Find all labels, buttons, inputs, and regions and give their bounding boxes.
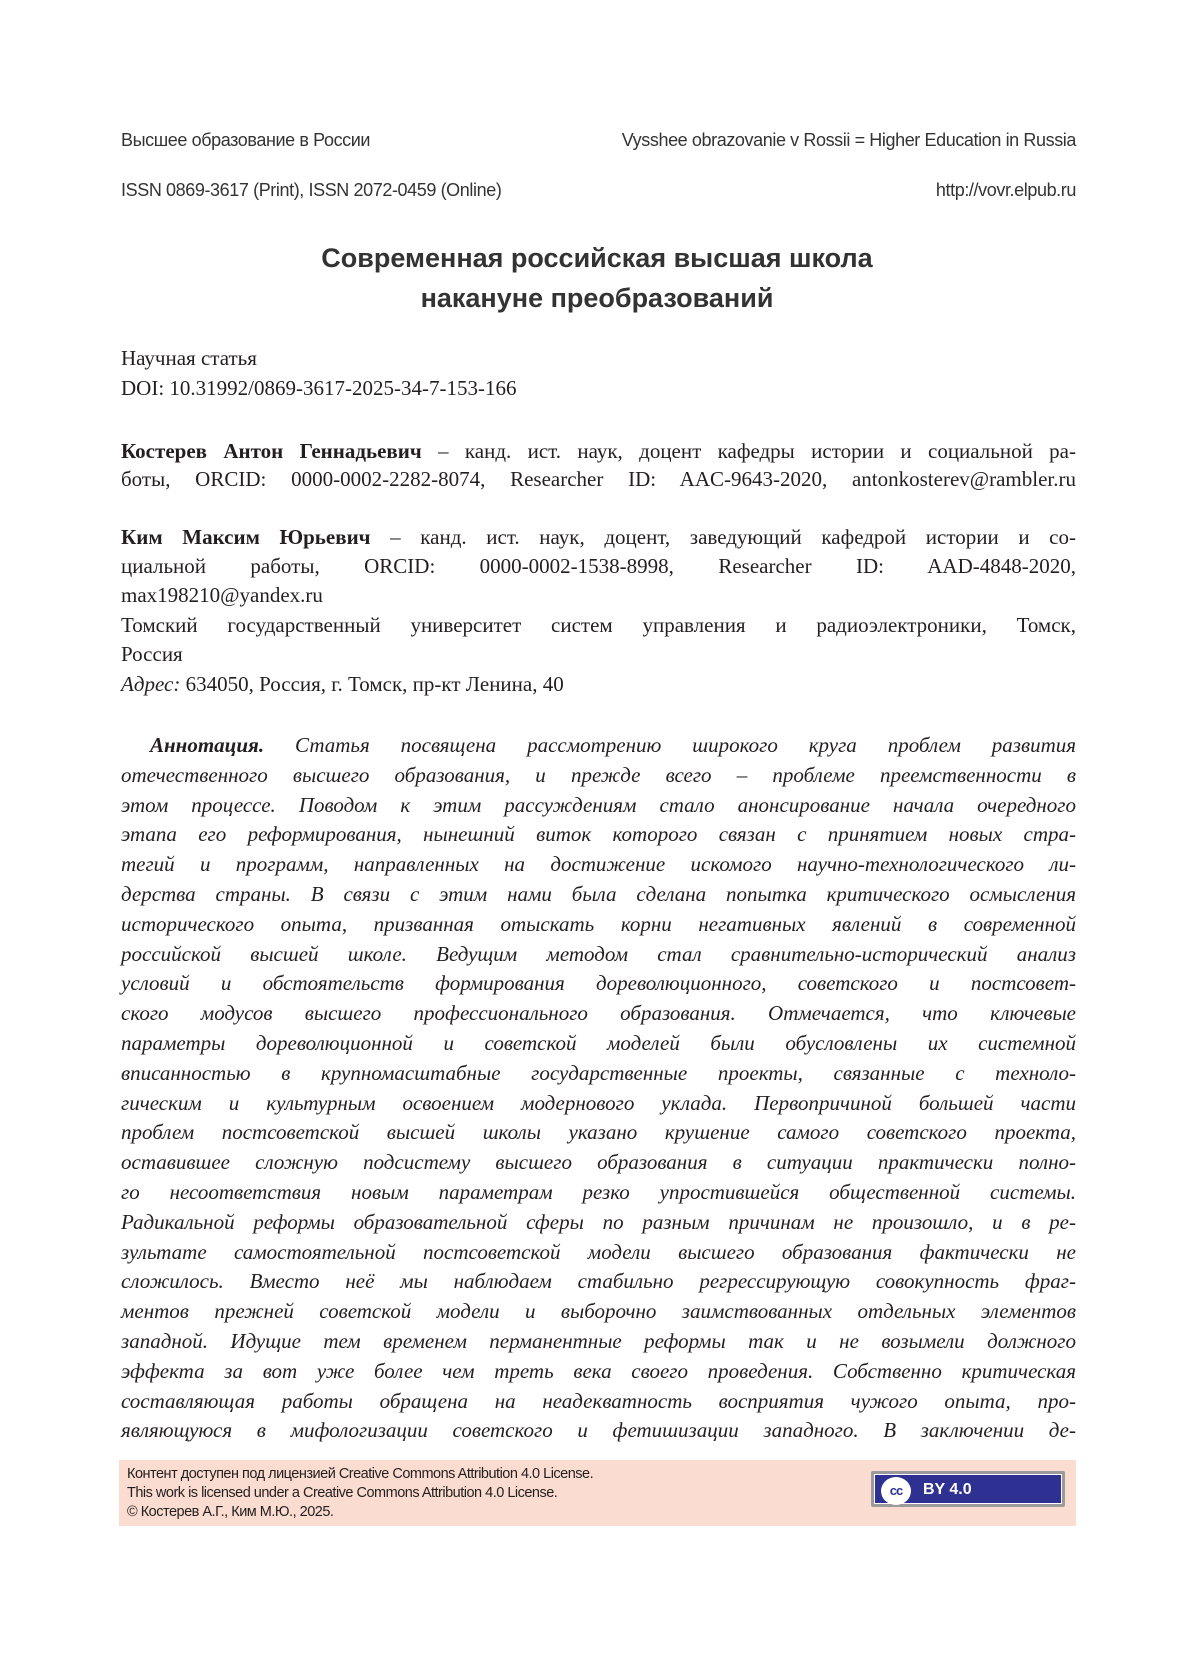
abstract-line: исторического опыта, призванная отыскать корни негативных явлений в современной	[121, 911, 1076, 936]
affiliation: Россия	[121, 642, 183, 666]
address-value: 634050, Россия, г. Томск, пр-кт Ленина, 40	[180, 672, 564, 696]
abstract-line: ского модусов высшего профессионального образования. Отмечается, что ключевые	[121, 1001, 1076, 1026]
cc-by-badge[interactable]	[871, 1471, 1065, 1507]
cc-icon: cc	[881, 1477, 911, 1505]
author-line	[121, 437, 1076, 466]
abstract-line: являющуюся в мифологизации советского и фетишизации западного. В заключении де-	[121, 1418, 1076, 1443]
abstract-line: сложилось. Вместо неё мы наблюдаем стабильно регрессирующую совокупность фраг-	[121, 1269, 1076, 1294]
abstract-line: этапа его реформирования, нынешний виток которого связан с принятием новых стра-	[121, 822, 1076, 847]
abstract-line: параметры дореволюционной и советской моделей были обусловлены их системной	[121, 1031, 1076, 1055]
abstract-line: отечественного высшего образования, и прежде всего – проблеме преемственности в	[121, 762, 1076, 787]
journal-title-ru: Высшее образование в России	[121, 130, 371, 150]
author-name: Ким Максим Юрьевич	[121, 525, 371, 549]
abstract-text: Статья посвящена рассмотрению широкого круга проблем развития	[295, 733, 1076, 757]
author-info: – канд. ист. наук, доцент, заведующий кафедрой истории и со-	[370, 525, 1076, 549]
author-name: Костерев Антон Геннадьевич	[121, 439, 422, 463]
abstract-line: эффекта за вот уже более чем треть века своего проведения. Собственно критическая	[121, 1358, 1076, 1383]
copyright: © Костерев А.Г., Ким М.Ю., 2025.	[127, 1504, 334, 1520]
issn: ISSN 0869-3617 (Print), ISSN 2072-0459 (Online)	[121, 180, 502, 200]
abstract-line: вписанностью в крупномасштабные государственные проекты, связанные с техноло-	[121, 1060, 1076, 1085]
affiliation: Томский государственный университет систем управления и радиоэлектроники, Томск,	[121, 613, 1076, 637]
address	[121, 670, 1076, 699]
author-line	[121, 523, 1076, 552]
badge-label: BY 4.0	[923, 1481, 972, 1498]
abstract-line: этом процессе. Поводом к этим рассуждениям стало анонсирование начала очередного	[121, 792, 1076, 817]
abstract-line	[150, 731, 1076, 760]
journal-url[interactable]: http://vovr.elpub.ru	[935, 180, 1076, 200]
author-info: боты, ORCID: 0000-0002-2282-8074, Researcher ID: AAC-9643-2020, antonkosterev@rambler.ru	[121, 467, 1076, 491]
title-line: накануне преобразований	[420, 283, 774, 313]
author-info: циальной работы, ORCID: 0000-0002-1538-8998, Researcher ID: AAD-4848-2020,	[121, 554, 1076, 578]
abstract-label: Аннотация.	[150, 733, 265, 757]
abstract-line: тегий и программ, направленных на достижение искомого научно-технологического ли-	[121, 852, 1076, 877]
abstract-line: условий и обстоятельств формирования дореволюционного, советского и постсовет-	[121, 971, 1076, 996]
license-box	[119, 1460, 1076, 1526]
abstract-line: дерства страны. В связи с этим нами была сделана попытка критического осмысления	[121, 882, 1076, 906]
author-info: – канд. ист. наук, доцент кафедры истории и социальной ра-	[421, 439, 1076, 463]
abstract-line: гическим и культурным освоением модернового уклада. Первопричиной большей части	[121, 1090, 1076, 1115]
abstract-line: ментов прежней советской модели и выборочно заимствованных отдельных элементов	[121, 1299, 1076, 1324]
address-label: Адрес:	[121, 672, 181, 696]
license-ru: Контент доступен под лицензией Creative Commons Attribution 4.0 License.	[127, 1466, 594, 1482]
journal-title-en: Vysshee obrazovanie v Rossii = Higher Education in Russia	[621, 130, 1076, 150]
abstract-line: го несоответствия новым параметрам резко упростившейся общественной системы.	[121, 1180, 1076, 1204]
article-type: Научная статья	[121, 346, 257, 370]
abstract-line: проблем постсоветской высшей школы указано крушение самого советского проекта,	[121, 1120, 1076, 1145]
abstract-line: российской высшей школе. Ведущим методом стал сравнительно-исторический анализ	[121, 941, 1076, 966]
author-email[interactable]: max198210@yandex.ru	[121, 583, 323, 607]
doi[interactable]: DOI: 10.31992/0869-3617-2025-34-7-153-166	[121, 376, 517, 400]
abstract-line: западной. Идущие тем временем перманентные реформы так и не возымели должного	[121, 1329, 1076, 1353]
abstract-line: оставившее сложную подсистему высшего образования в ситуации практически полно-	[121, 1150, 1076, 1175]
title-line: Современная российская высшая школа	[321, 243, 873, 273]
abstract-line: зультате самостоятельной постсоветской модели высшего образования фактически не	[121, 1239, 1076, 1264]
license-en: This work is licensed under a Creative Commons Attribution 4.0 License.	[127, 1485, 558, 1501]
abstract-line: Радикальной реформы образовательной сферы по разным причинам не произошло, и в ре-	[121, 1209, 1076, 1234]
abstract-line: составляющая работы обращена на неадекватность восприятия чужого опыта, про-	[121, 1388, 1076, 1413]
